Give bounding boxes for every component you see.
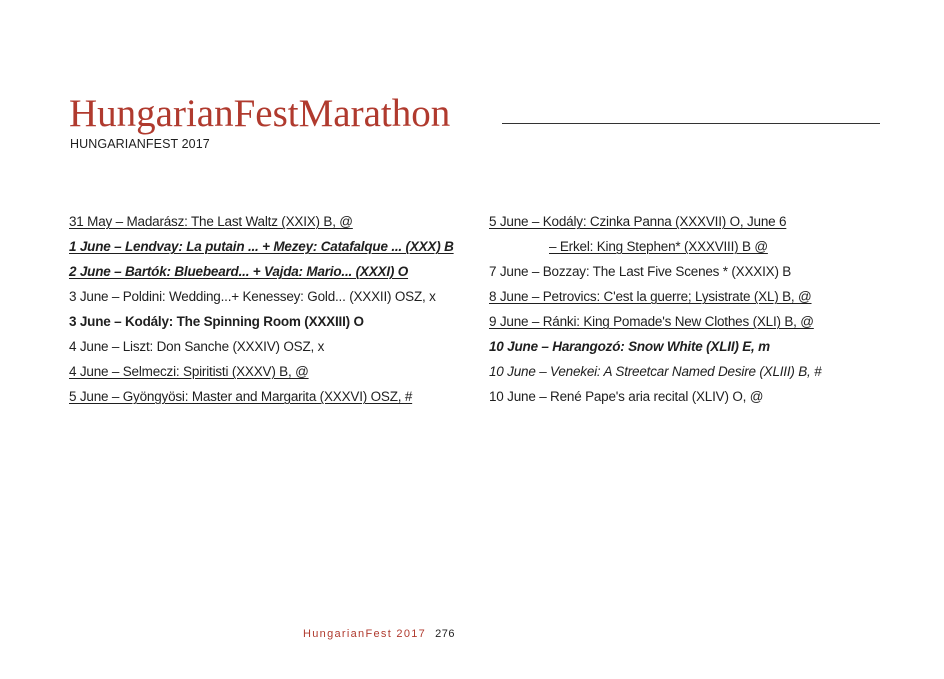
schedule-entry-text: 8 June – Petrovics: C'est la guerre; Lysistrate (XL) B, @ (489, 289, 812, 304)
schedule-entry (69, 234, 479, 259)
page-footer (303, 626, 455, 642)
schedule-entry (69, 309, 479, 334)
schedule-entry-text: 31 May – Madarász: The Last Waltz (XXIX) B, @ (69, 214, 353, 229)
schedule-entry (489, 234, 889, 259)
schedule-entry (69, 259, 479, 284)
schedule-entry (489, 309, 889, 334)
schedule-entry-text: 10 June – Venekei: A Streetcar Named Desire (XLIII) B, # (489, 364, 822, 379)
schedule-entry (69, 334, 479, 359)
page-title: HungarianFestMarathon (69, 92, 451, 135)
schedule-entry-text: 3 June – Poldini: Wedding...+ Kenessey: Gold... (XXXII) OSZ, x (69, 289, 436, 304)
schedule-entry-text: – Erkel: King Stephen* (XXXVIII) B @ (549, 239, 768, 254)
schedule-entry-text: 1 June – Lendvay: La putain ... + Mezey: Catafalque ... (XXX) B (69, 239, 454, 254)
schedule-entry (69, 384, 479, 409)
schedule-entry (489, 384, 889, 409)
schedule-entry (69, 359, 479, 384)
schedule-entry-text: 5 June – Gyöngyösi: Master and Margarita (XXXVI) OSZ, # (69, 389, 413, 404)
schedule-entry-text: 3 June – Kodály: The Spinning Room (XXXIII) O (69, 314, 364, 329)
schedule-entry (489, 334, 889, 359)
schedule-entry-text: 10 June – Harangozó: Snow White (XLII) E, m (489, 339, 770, 354)
schedule-entry-text: 4 June – Liszt: Don Sanche (XXXIV) OSZ, x (69, 339, 325, 354)
schedule-entry (489, 284, 889, 309)
schedule-right-column (489, 209, 889, 409)
page-number: 276 (435, 628, 455, 640)
page-subtitle: HUNGARIANFEST 2017 (70, 137, 210, 151)
schedule-entry (489, 209, 889, 234)
schedule-entry (69, 209, 479, 234)
schedule-entry (69, 284, 479, 309)
schedule-left-column (69, 209, 479, 409)
schedule-entry-text: 2 June – Bartók: Bluebeard... + Vajda: Mario... (XXXI) O (69, 264, 409, 279)
title-rule (502, 123, 880, 124)
footer-publication: HungarianFest 2017 (303, 628, 427, 640)
schedule-entry-text: 5 June – Kodály: Czinka Panna (XXXVII) O, June 6 (489, 214, 787, 229)
schedule-entry-text: 9 June – Ránki: King Pomade's New Clothes (XLI) B, @ (489, 314, 814, 329)
schedule-entry-text: 7 June – Bozzay: The Last Five Scenes * (XXXIX) B (489, 264, 792, 279)
schedule-entry-text: 10 June – René Pape's aria recital (XLIV) O, @ (489, 389, 764, 404)
schedule-entry (489, 259, 889, 284)
schedule-entry (489, 359, 889, 384)
schedule-entry-text: 4 June – Selmeczi: Spiritisti (XXXV) B, @ (69, 364, 309, 379)
